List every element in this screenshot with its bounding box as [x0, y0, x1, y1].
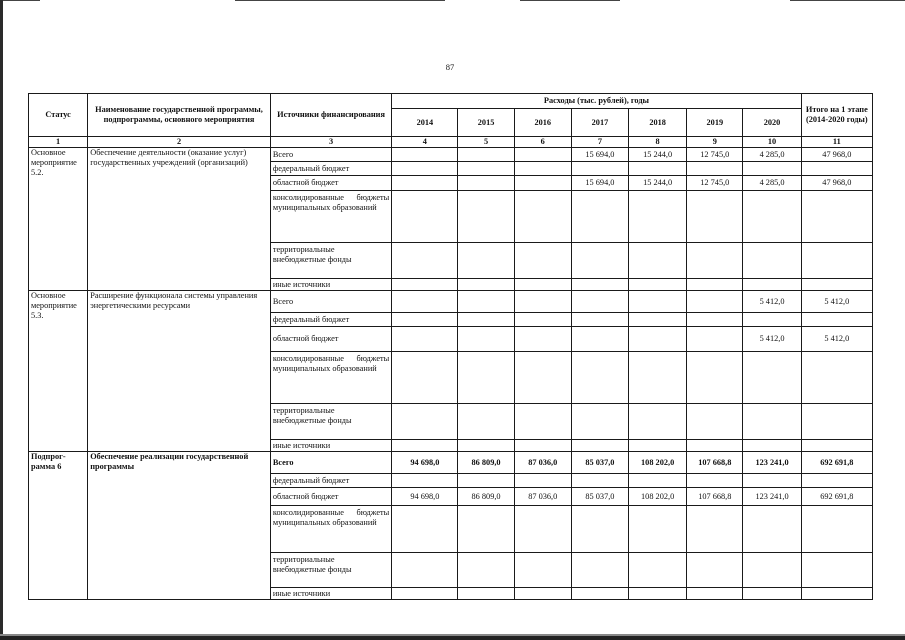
section-name: Обеспечение реализации государственной программы — [88, 452, 271, 600]
header-year: 2017 — [571, 109, 628, 137]
year-value — [571, 279, 628, 291]
year-value — [571, 588, 628, 600]
year-value — [514, 148, 571, 162]
year-value — [743, 404, 801, 440]
year-value — [458, 176, 514, 191]
stage-total — [801, 243, 872, 279]
year-value: 5 412,0 — [743, 327, 801, 352]
year-value — [514, 279, 571, 291]
header-year: 2015 — [458, 109, 514, 137]
scan-edge-mark — [235, 0, 445, 1]
year-value — [514, 404, 571, 440]
year-value — [392, 588, 458, 600]
year-value — [743, 191, 801, 243]
year-value — [687, 162, 743, 176]
column-number: 7 — [571, 137, 628, 148]
year-value — [629, 352, 687, 404]
year-value: 12 745,0 — [687, 176, 743, 191]
year-value — [687, 191, 743, 243]
stage-total — [801, 352, 872, 404]
funding-source: иные источники — [270, 440, 391, 452]
year-value — [392, 440, 458, 452]
year-value — [458, 279, 514, 291]
year-value — [687, 553, 743, 588]
year-value: 108 202,0 — [629, 488, 687, 506]
year-value: 86 809,0 — [458, 452, 514, 474]
stage-total: 692 691,8 — [801, 488, 872, 506]
column-number: 9 — [687, 137, 743, 148]
year-value — [514, 162, 571, 176]
year-value — [392, 243, 458, 279]
year-value — [458, 162, 514, 176]
column-number: 3 — [270, 137, 391, 148]
year-value — [743, 162, 801, 176]
stage-total: 47 968,0 — [801, 176, 872, 191]
year-value: 85 037,0 — [571, 488, 628, 506]
year-value — [514, 440, 571, 452]
year-value — [629, 474, 687, 488]
stage-total — [801, 279, 872, 291]
year-value — [514, 191, 571, 243]
year-value — [571, 313, 628, 327]
year-value: 15 244,0 — [629, 176, 687, 191]
header-expenses: Расходы (тыс. рублей), годы — [392, 94, 801, 109]
year-value: 87 036,0 — [514, 452, 571, 474]
stage-total — [801, 404, 872, 440]
year-value — [392, 553, 458, 588]
year-value — [629, 327, 687, 352]
funding-source: областной бюджет — [270, 488, 391, 506]
year-value — [743, 553, 801, 588]
year-value — [687, 506, 743, 553]
column-number: 1 — [29, 137, 88, 148]
year-value — [458, 291, 514, 313]
header-year: 2014 — [392, 109, 458, 137]
year-value: 4 285,0 — [743, 148, 801, 162]
year-value — [458, 191, 514, 243]
section-name: Обеспечение деятельности (оказание услуг) государственных учреждений (организаций) — [88, 148, 271, 291]
header-year: 2018 — [629, 109, 687, 137]
year-value: 86 809,0 — [458, 488, 514, 506]
year-value — [458, 327, 514, 352]
funding-source: консолидированные бюджеты муниципальных образований — [270, 352, 391, 404]
year-value — [392, 162, 458, 176]
section-status: Подпрог-рамма 6 — [29, 452, 88, 600]
year-value — [392, 474, 458, 488]
stage-total: 5 412,0 — [801, 291, 872, 313]
year-value — [458, 148, 514, 162]
year-value — [392, 327, 458, 352]
year-value — [392, 313, 458, 327]
year-value: 123 241,0 — [743, 488, 801, 506]
scan-edge-mark — [0, 0, 40, 1]
year-value — [743, 440, 801, 452]
year-value — [392, 506, 458, 553]
column-number: 5 — [458, 137, 514, 148]
stage-total — [801, 191, 872, 243]
stage-total — [801, 506, 872, 553]
year-value — [629, 162, 687, 176]
year-value — [514, 176, 571, 191]
header-year: 2016 — [514, 109, 571, 137]
year-value — [392, 279, 458, 291]
year-value — [743, 243, 801, 279]
year-value — [514, 474, 571, 488]
budget-table — [28, 93, 873, 600]
year-value — [687, 588, 743, 600]
year-value: 15 244,0 — [629, 148, 687, 162]
year-value — [687, 440, 743, 452]
year-value — [687, 474, 743, 488]
scan-edge-mark — [790, 0, 905, 1]
stage-total — [801, 553, 872, 588]
funding-source: федеральный бюджет — [270, 474, 391, 488]
year-value: 15 694,0 — [571, 176, 628, 191]
section-name: Расширение функционала системы управления энергетическими ресурсами — [88, 291, 271, 452]
year-value — [743, 588, 801, 600]
year-value — [571, 243, 628, 279]
year-value — [514, 553, 571, 588]
stage-total: 47 968,0 — [801, 148, 872, 162]
year-value: 123 241,0 — [743, 452, 801, 474]
funding-source: иные источники — [270, 279, 391, 291]
year-value — [514, 327, 571, 352]
year-value — [571, 474, 628, 488]
year-value — [687, 327, 743, 352]
funding-source: Всего — [270, 148, 391, 162]
year-value — [743, 352, 801, 404]
header-total: Итого на 1 этапе (2014-2020 годы) — [801, 94, 872, 137]
year-value — [571, 352, 628, 404]
year-value — [571, 191, 628, 243]
funding-source: Всего — [270, 291, 391, 313]
year-value: 108 202,0 — [629, 452, 687, 474]
funding-source: консолидированные бюджеты муниципальных образований — [270, 191, 391, 243]
header-sources: Источники финансирования — [270, 94, 391, 137]
funding-source: консолидированные бюджеты муниципальных образований — [270, 506, 391, 553]
table-row — [29, 452, 873, 474]
year-value — [687, 313, 743, 327]
stage-total — [801, 474, 872, 488]
year-value — [458, 313, 514, 327]
scan-top-edge — [0, 0, 905, 6]
year-value — [687, 291, 743, 313]
stage-total — [801, 162, 872, 176]
year-value — [687, 404, 743, 440]
section-status: Основное мероприятие 5.3. — [29, 291, 88, 452]
year-value — [458, 506, 514, 553]
column-number: 6 — [514, 137, 571, 148]
year-value — [629, 291, 687, 313]
column-number: 2 — [88, 137, 271, 148]
column-number: 10 — [743, 137, 801, 148]
year-value: 94 698,0 — [392, 452, 458, 474]
year-value: 85 037,0 — [571, 452, 628, 474]
funding-source: территориальные внебюджетные фонды — [270, 404, 391, 440]
budget-body — [29, 148, 873, 600]
year-value — [514, 313, 571, 327]
year-value: 4 285,0 — [743, 176, 801, 191]
scan-edge-mark — [520, 0, 620, 1]
funding-source: федеральный бюджет — [270, 313, 391, 327]
year-value — [629, 404, 687, 440]
funding-source: областной бюджет — [270, 327, 391, 352]
year-value: 107 668,8 — [687, 488, 743, 506]
column-number-row — [29, 137, 873, 148]
year-value: 107 668,8 — [687, 452, 743, 474]
year-value — [687, 352, 743, 404]
year-value — [571, 506, 628, 553]
scan-left-edge — [0, 0, 3, 640]
column-number: 8 — [629, 137, 687, 148]
year-value — [458, 243, 514, 279]
scan-bottom-edge — [0, 636, 905, 640]
year-value — [571, 553, 628, 588]
year-value — [629, 191, 687, 243]
year-value — [514, 352, 571, 404]
column-number: 11 — [801, 137, 872, 148]
year-value — [514, 291, 571, 313]
year-value: 94 698,0 — [392, 488, 458, 506]
year-value — [392, 404, 458, 440]
year-value — [458, 404, 514, 440]
year-value — [392, 191, 458, 243]
year-value — [458, 588, 514, 600]
year-value: 12 745,0 — [687, 148, 743, 162]
year-value — [687, 243, 743, 279]
year-value — [458, 474, 514, 488]
header-year: 2019 — [687, 109, 743, 137]
year-value — [743, 279, 801, 291]
year-value — [629, 243, 687, 279]
year-value — [629, 279, 687, 291]
year-value — [743, 313, 801, 327]
header-status: Статус — [29, 94, 88, 137]
year-value — [629, 553, 687, 588]
section-status: Основное мероприятие 5.2. — [29, 148, 88, 291]
year-value — [392, 148, 458, 162]
year-value — [571, 440, 628, 452]
funding-source: иные источники — [270, 588, 391, 600]
year-value — [571, 327, 628, 352]
year-value: 87 036,0 — [514, 488, 571, 506]
year-value — [629, 313, 687, 327]
year-value — [687, 279, 743, 291]
funding-source: Всего — [270, 452, 391, 474]
stage-total: 5 412,0 — [801, 327, 872, 352]
stage-total — [801, 440, 872, 452]
year-value — [392, 176, 458, 191]
year-value — [743, 506, 801, 553]
year-value — [571, 404, 628, 440]
year-value — [514, 243, 571, 279]
header-year: 2020 — [743, 109, 801, 137]
header-name: Наименование государственной программы, подпрограммы, основного мероприятия — [88, 94, 271, 137]
year-value — [514, 588, 571, 600]
funding-source: территориальные внебюджетные фонды — [270, 553, 391, 588]
year-value — [392, 291, 458, 313]
year-value — [514, 506, 571, 553]
year-value — [629, 506, 687, 553]
table-row — [29, 148, 873, 162]
page-number: 87 — [445, 62, 455, 72]
funding-source: областной бюджет — [270, 176, 391, 191]
year-value — [629, 588, 687, 600]
year-value — [458, 553, 514, 588]
table-row — [29, 291, 873, 313]
stage-total — [801, 588, 872, 600]
year-value — [571, 291, 628, 313]
column-number: 4 — [392, 137, 458, 148]
funding-source: федеральный бюджет — [270, 162, 391, 176]
year-value — [571, 162, 628, 176]
year-value — [392, 352, 458, 404]
funding-source: территориальные внебюджетные фонды — [270, 243, 391, 279]
year-value: 15 694,0 — [571, 148, 628, 162]
year-value: 5 412,0 — [743, 291, 801, 313]
year-value — [629, 440, 687, 452]
year-value — [743, 474, 801, 488]
year-value — [458, 352, 514, 404]
stage-total — [801, 313, 872, 327]
year-value — [458, 440, 514, 452]
stage-total: 692 691,8 — [801, 452, 872, 474]
